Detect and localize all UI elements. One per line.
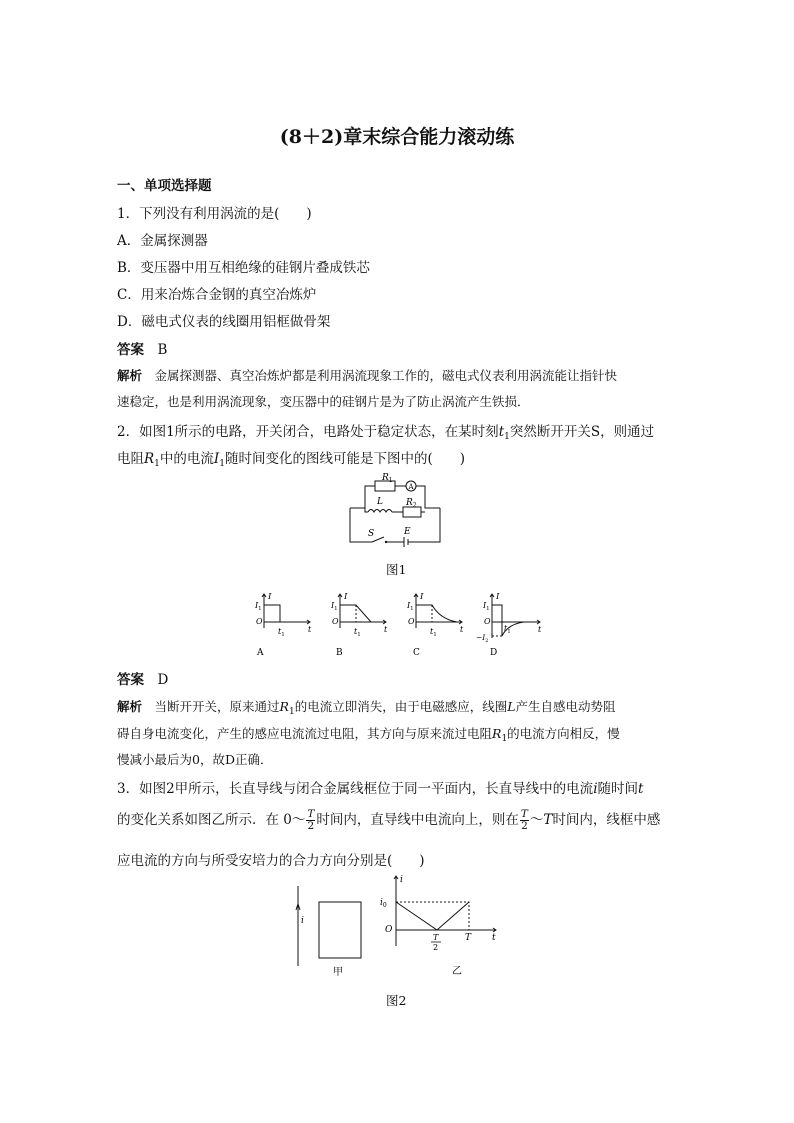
var: R: [492, 726, 502, 741]
label-neg-i2: $-I_2$: [476, 633, 489, 644]
q3-stem-line2: [117, 808, 660, 832]
label-r1: $R_1$: [382, 473, 393, 484]
label-i: I: [496, 592, 500, 602]
label-t: t: [384, 625, 388, 634]
var: t: [498, 424, 505, 440]
section-heading: 一、单项选择题: [117, 178, 212, 194]
label-t-half-den: 2: [433, 943, 439, 952]
label-t1: $t_1$: [504, 624, 511, 635]
dashed-guide: [396, 902, 469, 930]
label-s: S: [368, 529, 375, 539]
label-o: O: [332, 617, 339, 626]
answer-label: 答案: [117, 342, 144, 358]
label-i: i: [301, 916, 304, 926]
label-i1: $I_1$: [483, 601, 490, 612]
figure-yi: [370, 872, 504, 980]
text: ～: [529, 812, 544, 828]
metal-frame: [319, 902, 361, 958]
label-i1: $I_1$: [407, 601, 414, 612]
figure-1-caption: 图1: [386, 562, 407, 577]
answer-label: 答案: [117, 672, 144, 688]
label-ammeter: A: [408, 483, 414, 491]
axis-arrow: [264, 620, 310, 624]
sub: 1: [154, 459, 160, 469]
text: 突然断开开关S，则通过: [509, 424, 655, 440]
switch-contact: [385, 541, 387, 543]
text: 随时间: [597, 781, 639, 797]
text: 电阻: [117, 451, 144, 467]
text: 当断开开关，原来通过: [154, 699, 280, 714]
text: 3．如图2甲所示，长直导线与闭合金属线框位于同一平面内，长直导线中的电流: [117, 781, 594, 797]
label-t1: $t_1$: [278, 627, 285, 638]
label-i: I: [344, 592, 348, 602]
q1-option-d: D．磁电式仪表的线圈用铝框做骨架: [117, 314, 331, 330]
label-t-half-num: T: [433, 933, 439, 942]
label-l: L: [377, 497, 383, 507]
current-graphs: [250, 586, 550, 660]
q3-stem-line3: 应电流的方向与所受安培力的合力方向分别是( ): [117, 853, 425, 869]
var: I: [213, 451, 220, 467]
var: t: [638, 781, 644, 797]
q1-analysis-line1: [117, 366, 617, 384]
label-t: t: [492, 933, 496, 943]
q1-analysis-line2: 速稳定，也是利用涡流现象，变压器中的硅钢片是为了防止涡流产生铁损．: [117, 394, 530, 409]
q1-option-a: A．金属探测器: [117, 233, 208, 249]
q2-stem-line1: [117, 420, 654, 442]
graph-letter: D: [490, 648, 498, 658]
axis-arrow: [490, 594, 494, 638]
label-t1: $t_1$: [354, 627, 361, 638]
var: L: [507, 699, 516, 714]
current-curve: [264, 605, 280, 622]
axis-arrow: [262, 594, 266, 628]
label-o: O: [484, 617, 491, 626]
fraction-t-over-2: $\frac{T}{2}$: [307, 808, 315, 832]
circuit-diagram: [340, 472, 450, 552]
q1-stem: 1．下列没有利用涡流的是( ): [117, 206, 312, 222]
axis-arrow: [340, 620, 386, 624]
label-e: E: [404, 527, 411, 537]
analysis-label: 解析: [117, 368, 143, 383]
label-i: I: [420, 592, 424, 602]
label-i1: $I_1$: [255, 601, 262, 612]
sub: 1: [219, 459, 225, 469]
circuit-wire: [365, 486, 368, 512]
inductor-l: [368, 510, 392, 513]
q1-answer: [117, 338, 167, 358]
text: 产生自感电动势阻: [515, 699, 616, 714]
text: 时间内，线框中感: [552, 812, 661, 828]
var: T: [543, 812, 553, 828]
circuit-wire: [416, 486, 440, 508]
analysis-text: 金属探测器、真空冶炼炉都是利用涡流现象工作的，磁电式仪表利用涡流能让指针快: [154, 368, 618, 383]
label-r2: $R_2$: [406, 498, 417, 509]
graph-letter: A: [257, 648, 264, 658]
dashed-guide: [492, 605, 502, 636]
label-o: O: [256, 617, 263, 626]
t-axis: [396, 928, 496, 932]
var: i: [593, 781, 598, 797]
answer-value: B: [157, 342, 168, 358]
label-i1: $I_1$: [331, 601, 338, 612]
current-curve: [416, 605, 457, 622]
graph-letter: B: [336, 648, 343, 658]
i-axis: [394, 876, 398, 946]
figure-label-yi: 乙: [452, 966, 462, 977]
sub: 1: [288, 707, 295, 717]
q2-stem-line2: [117, 447, 465, 469]
battery-e: [404, 537, 408, 547]
q2-analysis-line1: [117, 697, 616, 717]
axis-arrow: [414, 594, 418, 628]
graph-letter: C: [413, 648, 420, 658]
circuit-wire: [350, 486, 375, 508]
label-o: O: [408, 617, 415, 626]
label-t-period: T: [465, 933, 472, 943]
q1-option-c: C．用来冶炼合金钢的真空冶炼炉: [117, 287, 317, 303]
figure-label-jia: 甲: [333, 967, 343, 978]
text: 2．如图1所示的电路，开关闭合，电路处于稳定状态，在某时刻: [117, 424, 499, 440]
text: 时间内，直导线中电流向上，则在: [316, 812, 519, 828]
var: R: [279, 699, 289, 714]
q2-answer: [117, 668, 168, 688]
label-t1: $t_1$: [430, 627, 437, 638]
label-o: O: [385, 925, 393, 935]
axis-arrow: [338, 594, 342, 628]
text: 随时间变化的图线可能是下图中的( ): [224, 451, 466, 467]
text: 的电流方向相反，慢: [507, 726, 620, 741]
q1-option-b: B．变压器中用互相绝缘的硅钢片叠成铁芯: [117, 260, 370, 276]
label-t: t: [308, 625, 312, 634]
label-i0: $i_0$: [380, 898, 387, 909]
var: R: [144, 451, 155, 467]
sub: 1: [504, 432, 510, 442]
analysis-label: 解析: [117, 699, 143, 714]
current-curve: [396, 902, 469, 930]
q2-analysis-line2: [117, 724, 620, 744]
q3-stem-line1: [117, 777, 643, 797]
circuit-wire: [408, 508, 440, 542]
label-t: t: [538, 625, 542, 634]
figure-jia: [292, 882, 372, 982]
text: 中的电流: [159, 451, 214, 467]
label-i: I: [268, 592, 272, 602]
page-title: (8＋2)章末综合能力滚动练: [279, 126, 515, 148]
fraction-t-over-2: $\frac{T}{2}$: [520, 808, 528, 832]
label-i: i: [400, 875, 403, 885]
label-t: t: [460, 625, 464, 634]
figure-2-caption: 图2: [386, 993, 407, 1008]
answer-value: D: [157, 672, 169, 688]
text: 的变化关系如图乙所示．在 0～: [117, 812, 306, 828]
text: 的电流立即消失，由于电磁感应，线圈: [294, 699, 508, 714]
q2-analysis-line3: 慢减小最后为0，故D正确．: [117, 752, 273, 767]
text: 碍自身电流变化，产生的感应电流流过电阻，其方向与原来流过电阻: [117, 726, 493, 741]
sub: 1: [501, 734, 508, 744]
